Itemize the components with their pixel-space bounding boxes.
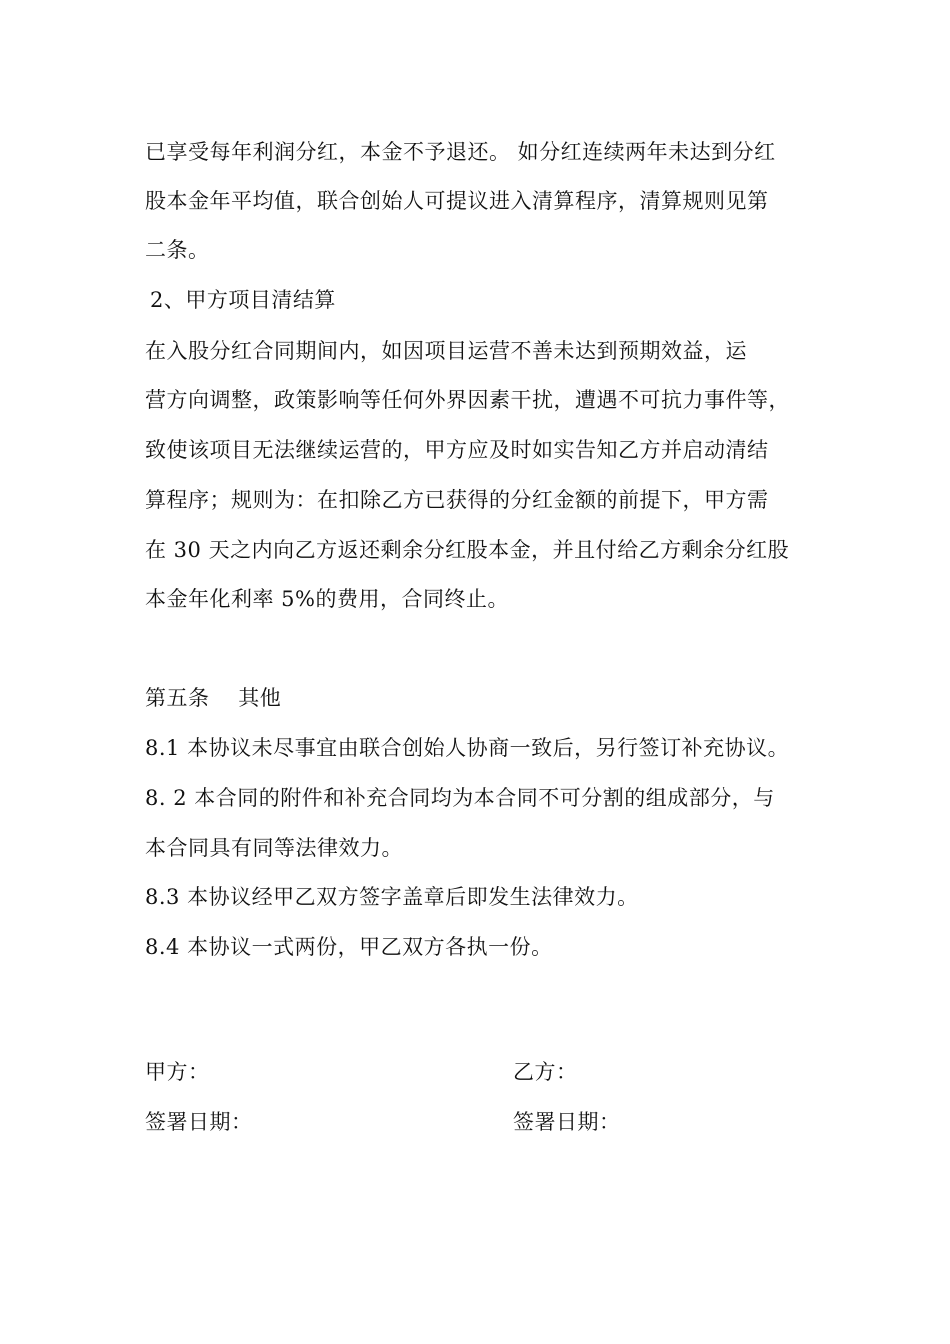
paragraph-continuation-line-1: 已享受每年利润分红，本金不予退还。 如分红连续两年未达到分红: [145, 140, 776, 164]
section-2-heading: 2、甲方项目清结算: [150, 288, 336, 312]
party-a-date-label: 签署日期：: [145, 1110, 253, 1134]
paragraph-continuation-line-2: 股本金年平均值，联合创始人可提议进入清算程序，清算规则见第: [145, 189, 769, 213]
article-5-heading: 第五条 其他: [145, 686, 282, 710]
clause-8-3: 8.3 本协议经甲乙双方签字盖章后即发生法律效力。: [145, 885, 639, 909]
clause-8-4: 8.4 本协议一式两份，甲乙双方各执一份。: [145, 935, 553, 959]
paragraph-continuation-line-3: 二条。: [145, 238, 210, 262]
clause-8-2-line-2: 本合同具有同等法律效力。: [145, 836, 403, 860]
section-2-line-1: 在入股分红合同期间内，如因项目运营不善未达到预期效益，运: [145, 339, 747, 363]
party-a-label: 甲方：: [145, 1060, 210, 1084]
clause-8-1: 8.1 本协议未尽事宜由联合创始人协商一致后，另行签订补充协议。: [145, 736, 790, 760]
section-2-line-4: 算程序；规则为：在扣除乙方已获得的分红金额的前提下，甲方需: [145, 488, 769, 512]
party-b-date-label: 签署日期：: [513, 1110, 621, 1134]
section-2-line-2: 营方向调整，政策影响等任何外界因素干扰，遭遇不可抗力事件等，: [145, 388, 790, 412]
section-2-line-5: 在 30 天之内向乙方返还剩余分红股本金，并且付给乙方剩余分红股: [145, 538, 790, 562]
clause-8-2-line-1: 8. 2 本合同的附件和补充合同均为本合同不可分割的组成部分，与: [145, 786, 775, 810]
party-b-label: 乙方：: [513, 1060, 578, 1084]
section-2-line-3: 致使该项目无法继续运营的，甲方应及时如实告知乙方并启动清结: [145, 438, 769, 462]
section-2-line-6: 本金年化利率 5%的费用，合同终止。: [145, 587, 509, 611]
